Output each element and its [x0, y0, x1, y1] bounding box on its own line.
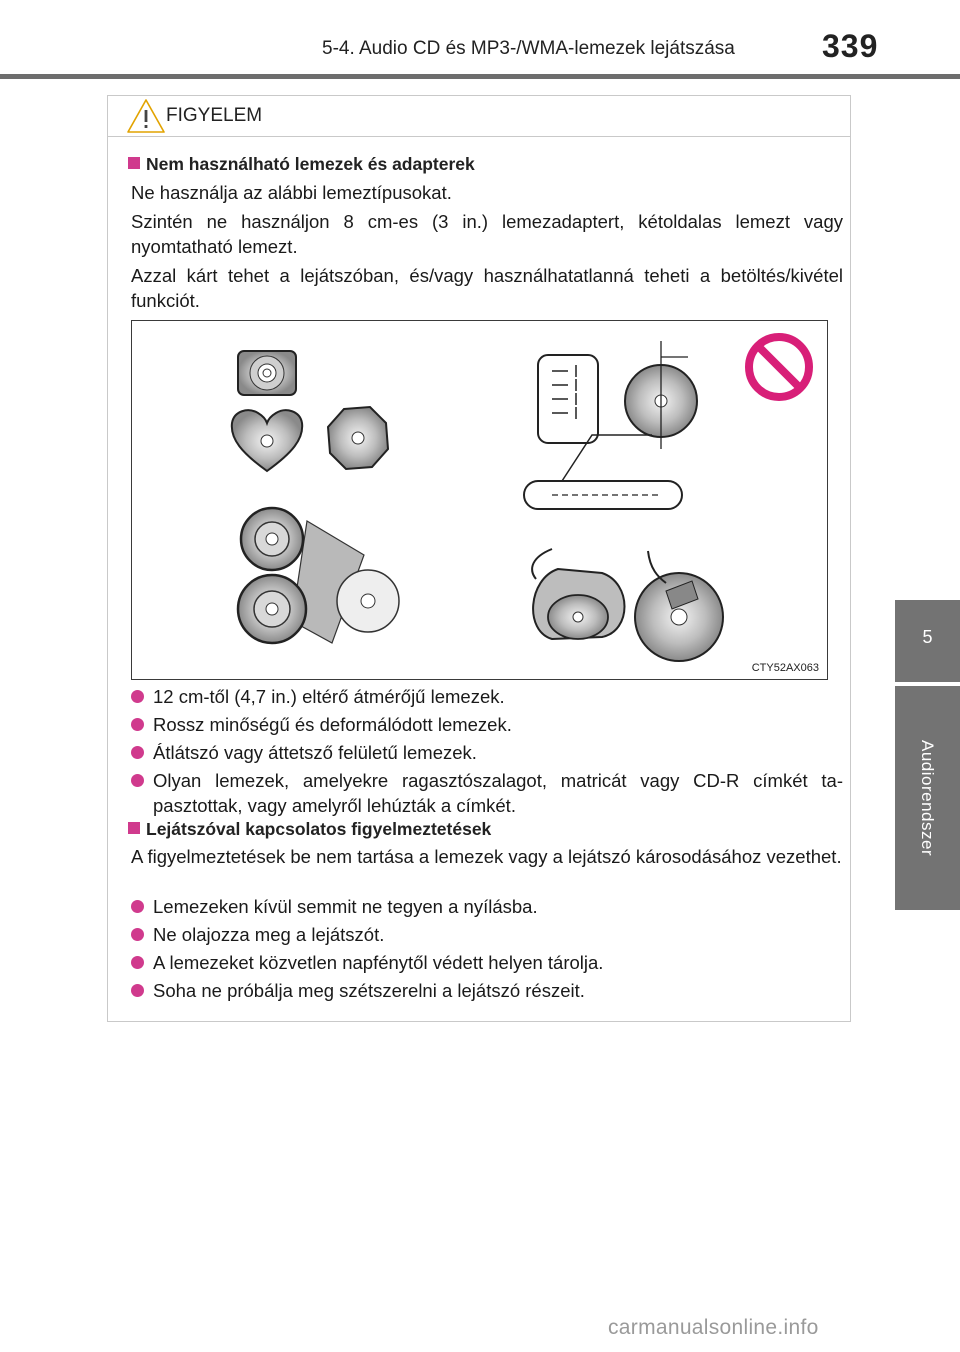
- list-item-text: Olyan lemezek, amelyekre ragasztószalagot, matricát vagy CD-R címkét tapasztottak, vagy amelyről lehúzták a címkét.: [153, 770, 843, 816]
- taped-disc-icon: [635, 551, 723, 661]
- chapter-number: 5: [922, 627, 933, 647]
- paragraph: Azzal kárt tehet a lejátszóban, és/vagy használhatatlanná teheti a betöltés/kivétel funkciót.: [131, 265, 843, 311]
- section-heading-discs: [128, 154, 475, 175]
- page-header-section: 5-4. Audio CD és MP3-/WMA-lemezek lejátszása: [322, 38, 735, 59]
- list-item: [131, 978, 843, 1003]
- chapter-label: Audiorendszer: [918, 739, 937, 857]
- list-item-text: A lemezeket közvetlen napfénytől védett helyen tárolja.: [153, 952, 604, 973]
- warning-triangle-icon: [126, 98, 166, 134]
- list-item-text: Rossz minőségű és deformálódott lemezek.: [153, 714, 512, 735]
- bullet-dot-icon: [131, 690, 144, 703]
- list-item: [131, 922, 843, 947]
- bullet-dot-icon: [131, 928, 144, 941]
- list-item: [131, 894, 843, 919]
- section-heading-player: [128, 819, 491, 840]
- bullet-dot-icon: [131, 900, 144, 913]
- bullet-dot-icon: [131, 956, 144, 969]
- list-item-text: Lemezeken kívül semmit ne tegyen a nyílásba.: [153, 896, 538, 917]
- polygon-disc-icon: [328, 407, 388, 469]
- list-item: [131, 950, 843, 975]
- bullet-dot-icon: [131, 984, 144, 997]
- paragraph: Szintén ne használjon 8 cm-es (3 in.) lemezadaptert, kétoldalas lemezt vagy nyomtatható lemezt.: [131, 211, 843, 257]
- heading-square-icon: [128, 822, 140, 834]
- chapter-strip: [895, 686, 960, 910]
- paragraph: A figyelmeztetések be nem tartása a lemezek vagy a lejátszó károsodásához vezethet.: [131, 846, 842, 867]
- adapter-discs-icon: [238, 508, 399, 643]
- list-item-text: Ne olajozza meg a lejátszót.: [153, 924, 385, 945]
- list-item: [131, 712, 843, 737]
- section-heading-text: Nem használható lemezek és adapterek: [146, 154, 475, 174]
- warning-title: FIGYELEM: [166, 105, 263, 126]
- page-number: 339: [822, 28, 879, 64]
- watermark: carmanualsonline.info: [608, 1316, 819, 1339]
- list-item: [131, 740, 843, 765]
- disc-figure: [131, 320, 828, 680]
- paragraph: Ne használja az alábbi lemeztípusokat.: [131, 182, 452, 203]
- list-item: [131, 684, 843, 709]
- warped-disc-icon: [532, 549, 624, 639]
- bullet-dot-icon: [131, 718, 144, 731]
- warning-header: [108, 96, 850, 137]
- list-item-text: 12 cm-től (4,7 in.) eltérő átmérőjű lemezek.: [153, 686, 505, 707]
- heart-disc-icon: [232, 410, 302, 471]
- figure-code: CTY52AX063: [751, 662, 819, 674]
- chapter-tab: [895, 600, 960, 682]
- heading-square-icon: [128, 157, 140, 169]
- prohibition-icon: [749, 337, 809, 397]
- list-item-text: Soha ne próbálja meg szétszerelni a lejátszó részeit.: [153, 980, 585, 1001]
- bullet-dot-icon: [131, 774, 144, 787]
- unusable-discs-illustration: [132, 321, 827, 679]
- square-disc-icon: [238, 351, 296, 395]
- layered-disc-icon: [524, 341, 697, 509]
- list-item: [131, 768, 843, 818]
- list-item-text: Átlátszó vagy áttetsző felületű lemezek.: [153, 742, 477, 763]
- bullet-dot-icon: [131, 746, 144, 759]
- section-heading-text: Lejátszóval kapcsolatos figyelmeztetések: [146, 819, 492, 839]
- header-rule: [0, 74, 960, 79]
